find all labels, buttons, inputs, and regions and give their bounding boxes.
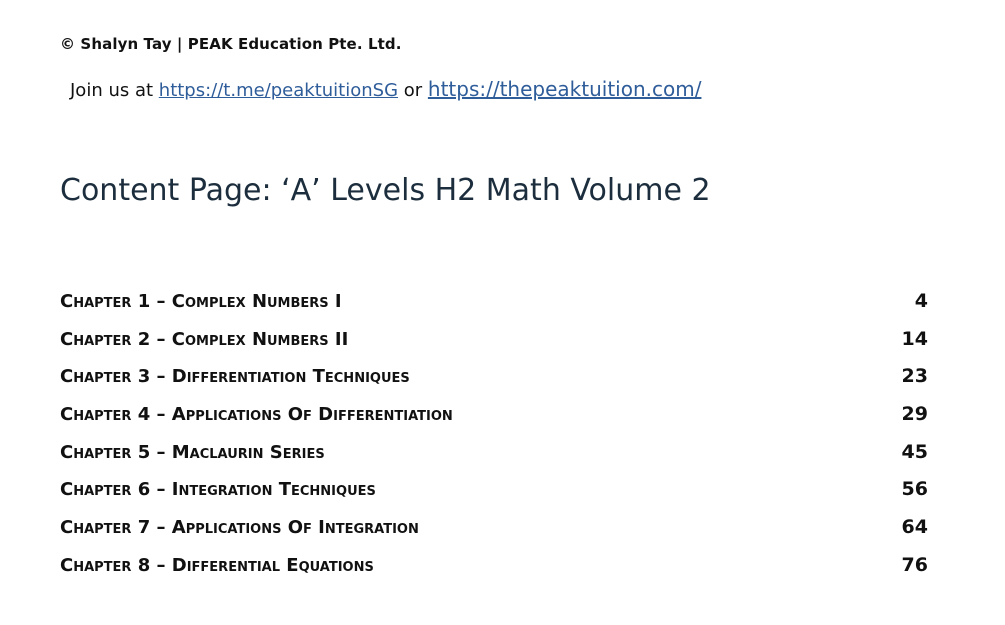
toc-entry-chapter-7[interactable]	[60, 516, 928, 554]
toc-entry-chapter-2[interactable]	[60, 328, 928, 366]
toc-entry-label: Chapter 1 – Complex Numbers I	[60, 291, 342, 312]
toc-entry-page-number: 76	[901, 553, 928, 576]
telegram-link[interactable]: https://t.me/peaktuitionSG	[158, 80, 399, 101]
join-prefix-text: Join us at	[70, 80, 159, 101]
toc-entry-page-number: 56	[901, 478, 928, 501]
toc-entry-label: Chapter 5 – Maclaurin Series	[60, 441, 325, 463]
toc-entry-label: Chapter 7 – Applications Of Integration	[60, 517, 419, 539]
page-title: Content Page: ‘A’ Levels H2 Math Volume 2	[60, 173, 711, 208]
toc-entry-page-number: 14	[901, 327, 928, 350]
join-line	[70, 77, 701, 101]
toc-entry-label: Chapter 6 – Integration Techniques	[60, 479, 376, 501]
toc-entry-page-number: 4	[914, 290, 928, 312]
toc-entry-chapter-8[interactable]	[60, 554, 928, 592]
website-link[interactable]: https://thepeaktuition.com/	[427, 77, 702, 101]
toc-entry-chapter-6[interactable]	[60, 478, 928, 516]
toc-entry-page-number: 23	[901, 365, 928, 388]
toc-entry-label: Chapter 2 – Complex Numbers II	[60, 328, 349, 350]
join-or-text: or	[398, 80, 428, 101]
toc-entry-label: Chapter 8 – Differential Equations	[60, 554, 374, 576]
toc-entry-chapter-3[interactable]	[60, 365, 928, 403]
toc-entry-page-number: 45	[901, 440, 928, 463]
toc-entry-chapter-5[interactable]	[60, 441, 928, 479]
toc-entry-chapter-1[interactable]	[60, 290, 928, 328]
toc-entry-label: Chapter 3 – Differentiation Techniques	[60, 366, 410, 388]
copyright-notice: © Shalyn Tay | PEAK Education Pte. Ltd.	[60, 35, 402, 53]
table-of-contents	[60, 290, 928, 592]
toc-entry-label: Chapter 4 – Applications Of Differentiation	[60, 404, 453, 426]
toc-entry-chapter-4[interactable]	[60, 403, 928, 441]
toc-entry-page-number: 64	[901, 516, 928, 539]
toc-entry-page-number: 29	[901, 403, 928, 426]
